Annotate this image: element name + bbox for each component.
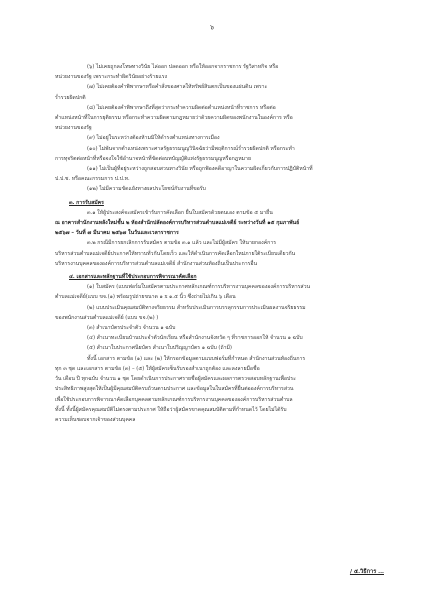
text-line: (๕) สำเนาใบประกาศนียบัตร สำเนาใบปริญญาบัตร ๑ ฉบับ (ถ้ามี) [87,345,232,352]
text-line: ทั้งนี้ ทั้งนี้ผู้สมัครคุณสมบัติไม่ตรงตามประกาศ ให้ถือว่าผู้สมัครขาดคุณสมบัติตามที่กำหนดไว้ โดยไม่ได้รับ [55,406,287,413]
text-line: ๓.๒ กรณีมีการยกเลิกการรับสมัคร ตามข้อ ๓.๑ แล้ว และไม่มีผู้สมัคร ให้นายกองค์การ [87,240,277,247]
text-line: (๗) ไม่เคยต้องคำพิพากษาหรือคำสั่งของศาลให้ทรัพย์สินตกเป็นของแผ่นดิน เพราะ [87,84,268,91]
text-line: ตำบลแม่เจดีย์(แบบ ขจ.(๑) พร้อมรูปถ่ายขนาด ๑ x ๑.๕ นิ้ว ซึ่งถ่ายไม่เกิน ๖ เดือน [55,294,236,301]
text-line: ๔. เอกสารและหลักฐานที่ใช้ประกอบการพิจารณาคัดเลือก [69,274,197,281]
text-line: ทั้งนี้ เอกสาร ตามข้อ (๑) และ (๒) ให้กรอกข้อมูลตามแบบฟอร์มที่กำหนด สำนักงานส่วนท้องถิ่นการ [87,355,306,362]
text-line: เพื่อใช้ประกอบการพิจารณาคัดเลือกบุคคลตามหลักเกณฑ์การบริหารงานบุคคลขององค์การบริหารส่วนตำบล [55,396,293,403]
text-line: ร่ำรวยผิดปกติ [55,94,86,101]
text-line: บริหารงานบุคคลขององค์การบริหารส่วนตำบลแม่เจดีย์ สำนักงานส่วนท้องถิ่นเป็นประการอื่น [55,260,258,267]
text-line: (๑๑) ไม่เป็นผู้ที่อยู่ระหว่างถูกสอบสวนทางวินัย หรือถูกฟ้องคดีอาญาในความผิดเกี่ยวกับการปฏิบัติหน้าที่ [87,166,313,173]
text-line: ทุก ๓ ชุด และเอกสาร ตามข้อ (๓) – (๕) ให้ผู้สมัครเซ็นรับรองสำเนาถูกต้อง และลงลายมือชื่อ [55,365,260,372]
text-line: ของพนักงานส่วนตำบลแม่เจดีย์ (แบบ ขจ.(๒) ) [55,314,159,321]
text-line: วัน เดือน ปี ทุกฉบับ จำนวน ๑ ชุด โดยดำเนินการประกาศรายชื่อผู้สมัครและผลการตรวจสอบหลักฐานเพื่อประ [55,376,296,383]
continuation-note: / ๕.วิธีการ ... [349,569,384,575]
text-line: (๒) แบบประเมินคุณสมบัติทางจริยธรรม สำหรับประเมินการบรรลุกรรมการประเมินผลงานจริยธรรม [87,304,306,311]
text-line: (๖) ไม่เคยถูกลงโทษทางวินัย ไล่ออก ปลดออก หรือให้ออกจากราชการ รัฐวิสาหกิจ หรือ [87,64,279,70]
text-line: (๑) ใบสมัคร (แบบฟอร์มใบสมัครตามประกาศหลักเกณฑ์การบริหารงานบุคคลขององค์การบริหารส่วน [87,284,311,291]
text-line: ๓. การรับสมัคร [69,199,104,206]
text-line: การทุจริตต่อหน้าที่หรือจงใจใช้อำนาจหน้าที่ขัดต่อบทบัญญัติแห่งรัฐธรรมนูญหรือกฎหมาย [55,155,252,162]
text-line: ๒๕๖๗ – วันที่ ๗ มีนาคม ๒๕๖๗ ในวันและเวลาราชการ [55,230,179,237]
text-line: (๑๒) ไม่มีความขัดแย้งทางผลประโยชน์กับงานที่ขอรับ [87,186,206,193]
text-line: (๙) ไม่อยู่ในระหว่างต้องห้ามมิให้ดำรงตำแหน่งทางการเมือง [87,135,220,142]
text-line: ป.ป.ช. หรือคณะกรรมการ ป.ป.ท. [55,176,130,183]
text-line: หน่วยงานของรัฐ [55,125,92,132]
text-line: (๓) สำเนาบัตรประจำตัว จำนวน ๑ ฉบับ [87,325,176,332]
text-line: ความเห็นชอบจากเจ้าของส่วนบุคคล [55,416,136,423]
text-line: หน่วยงานของรัฐ เพราะกระทำผิดวินัยอย่างร้ายแรง [55,74,168,81]
text-line: ณ อาคารสำนักงานหลังใหม่ชั้น ๒ ห้องสำนักปลัดองค์การบริหารส่วนตำบลแม่เจดีย์ ระหว่างวันที่ ๑๕ กุมภาพันธ์ [55,220,300,227]
text-line: (๔) สำเนาทะเบียนบ้านประจำตัวนักเรียน หรือสำนักงานจังหวัด ๆ ที่ราชการออกให้ จำนวน ๑ ฉบับ [87,335,303,342]
text-line: ตำแหน่งหน้าที่ในการยุติธรรม หรือกระทำความผิดตามกฎหมายว่าด้วยความผิดของพนักงานในองค์การ หรือ [55,115,293,122]
page-number: ๖ [210,24,214,31]
text-line: บริหารส่วนตำบลแม่เจดีย์ประกาศให้ทราบทั่วกันโดยเร็ว และให้ดำเนินการคัดเลือกใหม่ภายใต้ระเบียบเดียวกัน [55,250,296,257]
document-body [55,62,385,425]
text-line: (๑๐) ไม่พ้นจากตำแหน่งเพราะศาลรัฐธรรมนูญวินิจฉัยว่ามีพฤติการณ์ร่ำรวยผิดปกติ หรือกระทำ [87,145,295,152]
text-line: (๘) ไม่เคยต้องคำพิพากษาถึงที่สุดว่ากระทำความผิดต่อตำแหน่งหน้าที่ราชการ หรือต่อ [87,104,276,111]
text-line: ประสิทธิภาพสูงสุดให้เป็นผู้มีคุณสมบัติครบถ้วนตามประกาศ และข้อมูลในใบสมัครที่ยื่นต่อองค์การบริหารส่วน [55,386,294,393]
text-line: ๓.๑ ให้ผู้ประสงค์จะสมัครเข้ารับการคัดเลือก ยื่นใบสมัครด้วยตนเอง ตามข้อ ๕ มายื่น [87,209,273,216]
